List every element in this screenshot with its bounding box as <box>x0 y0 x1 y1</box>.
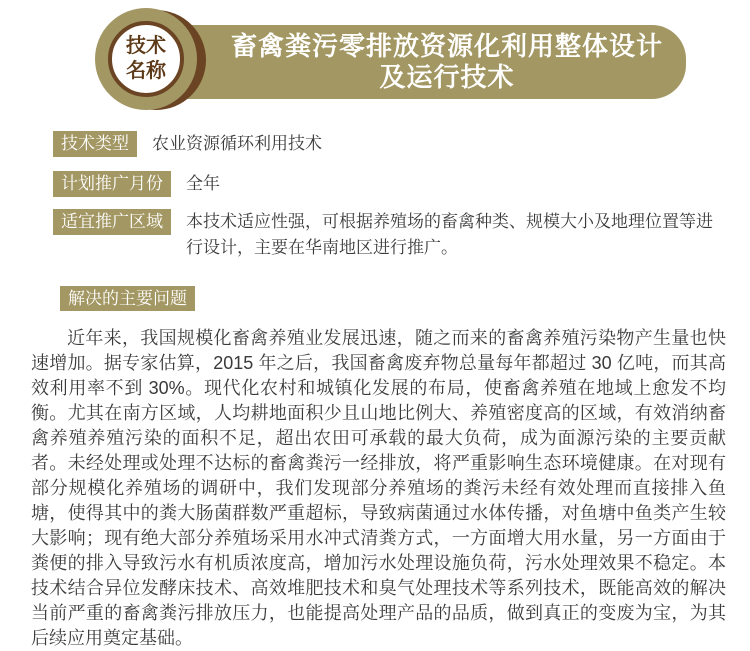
badge-outer-circle <box>95 8 197 110</box>
badge-label-line-1: 技术 <box>126 35 166 57</box>
section-heading-row <box>60 289 750 309</box>
header <box>0 0 750 122</box>
promo-month-value: 全年 <box>186 174 220 193</box>
promo-month-label-chip: 计划推广月份 <box>53 171 171 197</box>
tech-type-label-chip: 技术类型 <box>53 131 137 157</box>
promo-region-label-chip: 适宜推广区域 <box>53 209 171 235</box>
badge-inner-circle <box>108 21 184 97</box>
row-promo-month <box>53 171 750 197</box>
tech-type-value: 农业资源循环利用技术 <box>152 134 322 153</box>
badge-label-line-2: 名称 <box>126 60 166 82</box>
main-problems-heading-chip: 解决的主要问题 <box>60 286 195 311</box>
main-problems-paragraph: 近年来，我国规模化畜禽养殖业发展迅速，随之而来的畜禽养殖污染物产生量也快速增加。据专家估算，2015 年之后，我国畜禽废弃物总量每年都超过 30 亿吨，而其高效利用率不到 30%。现代化农村和城镇化发展的布局，使畜禽养殖在地域上愈发不均衡。尤其在南方区域，人均耕地面积少且山地比例大、养殖密度高的区域，有效消纳畜禽养殖养殖污染的面积不足，超出农田可承载的最大负荷，成为面源污染的主要贡献者。未经处理或处理不达标的畜禽粪污一经排放，将严重影响生态环境健康。在对现有部分规模化养殖场的调研中，我们发现部分养殖场的粪污未经有效处理而直接排入鱼塘，使得其中的粪大肠菌群数严重超标，导致病菌通过水体传播，对鱼塘中鱼类产生较大影响；现有绝大部分养殖场采用水冲式清粪方式，一方面增大用水量，另一方面由于粪便的排入导致污水有机质浓度高，增加污水处理设施负荷，污水处理效果不稳定。本技术结合异位发酵床技术、高效堆肥技术和臭气处理技术等系列技术，既能高效的解决当前严重的畜禽粪污排放压力，也能提高处理产品的品质，做到真正的变废为宝，为其后续应用奠定基础。 <box>31 328 726 648</box>
page-title-line-1: 畜禽粪污零排放资源化利用整体设计 <box>230 31 663 61</box>
page-title-line-2: 及运行技术 <box>379 62 515 92</box>
tech-name-badge <box>95 8 197 110</box>
row-promo-region <box>53 209 750 261</box>
row-tech-type <box>53 131 750 157</box>
title-banner <box>150 25 686 99</box>
promo-region-value: 本技术适应性强，可根据养殖场的畜禽种类、规模大小及地理位置等进行设计，主要在华南地区进行推广。 <box>186 212 713 257</box>
